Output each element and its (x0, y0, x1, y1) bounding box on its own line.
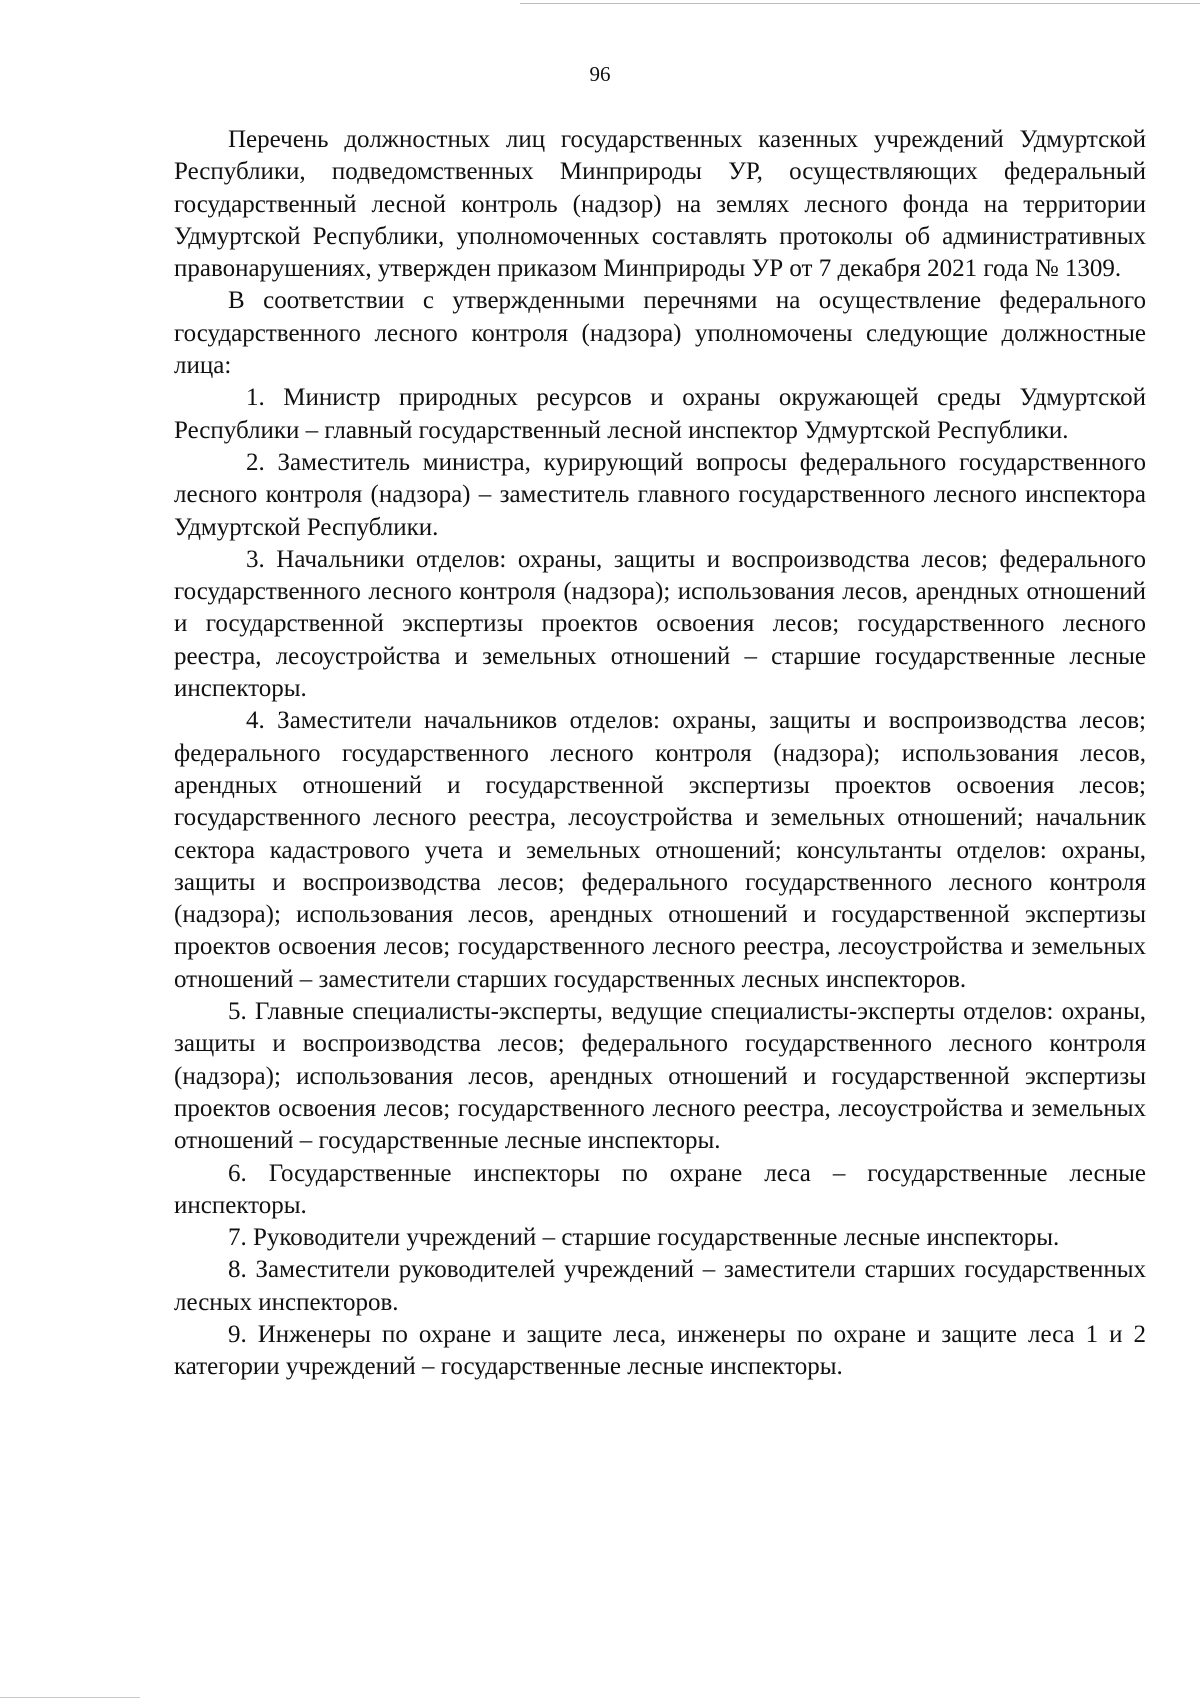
list-item: 2. Заместитель министра, курирующий вопросы федерального государственного лесного контроля (надзора) – заместитель главного государственного лесного инспектора Удмуртской Республики. (174, 448, 1146, 541)
list-item: 5. Главные специалисты-эксперты, ведущие специалисты-эксперты отделов: охраны, защиты и воспроизводства лесов; федерального государственного лесного контроля (надзора); использования лесов, арендных отношений и государственной экспертизы проектов освоения лесов; государственного лесного реестра, лесоустройства и земельных отношений – государственные лесные инспекторы. (174, 998, 1146, 1155)
list-item: 7. Руководители учреждений – старшие государственные лесные инспекторы. (228, 1224, 1060, 1252)
list-item: 3. Начальники отделов: охраны, защиты и воспроизводства лесов; федерального государственного лесного контроля (надзора); использования лесов, арендных отношений и государственной экспертизы проектов освоения лесов; государственного лесного реестра, лесоустройства и земельных отношений – старшие государственные лесные инспекторы. (174, 545, 1146, 703)
list-item: 6. Государственные инспекторы по охране леса – государственные лесные инспекторы. (174, 1159, 1146, 1219)
scan-edge-mark (0, 1697, 140, 1698)
page-number: 96 (589, 62, 611, 86)
scan-edge-line (520, 3, 1200, 4)
list-item: 4. Заместители начальников отделов: охраны, защиты и воспроизводства лесов; федерального государственного лесного контроля (надзора); использования лесов, арендных отношений и государственной экспертизы проектов освоения лесов; государственного лесного реестра, лесоустройства и земельных отношений; начальник сектора кадастрового учета и земельных отношений; консультанты отделов: охраны, защиты и воспроизводства лесов; федерального государственного лесного контроля (надзора); использования лесов, арендных отношений и государственной экспертизы проектов освоения лесов; государственного лесного реестра, лесоустройства и земельных отношений – заместители старших государственных лесных инспекторов. (174, 707, 1146, 993)
document-body (174, 124, 1146, 1384)
paragraph-list-approval: Перечень должностных лиц государственных казенных учреждений Удмуртской Республики, подведомственных Минприроды УР, осуществляющих федеральный государственный лесной контроль (надзор) на землях лесного фонда на территории Удмуртской Республики, уполномоченных составлять протоколы об административных правонарушениях, утвержден приказом Минприроды УР от 7 декабря 2021 года № 1309. (174, 126, 1146, 283)
list-item: 1. Министр природных ресурсов и охраны окружающей среды Удмуртской Республики – главный государственный лесной инспектор Удмуртской Республики. (174, 384, 1146, 444)
paragraph-authorized-officials: В соответствии с утвержденными перечнями на осуществление федерального государственного лесного контроля (надзора) уполномочены следующие должностные лица: (174, 287, 1146, 380)
list-item: 8. Заместители руководителей учреждений – заместители старших государственных лесных инспекторов. (174, 1256, 1146, 1316)
list-item: 9. Инженеры по охране и защите леса, инженеры по охране и защите леса 1 и 2 категории учреждений – государственные лесные инспекторы. (174, 1320, 1146, 1381)
